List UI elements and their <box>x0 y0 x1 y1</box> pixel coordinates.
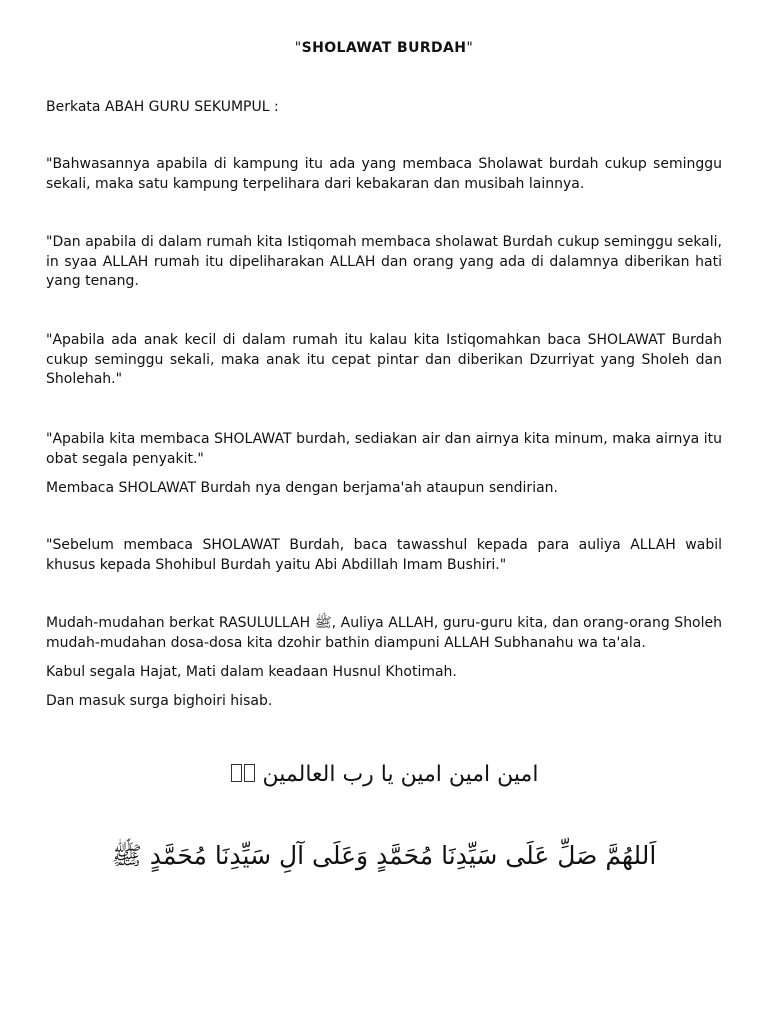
document-title <box>0 40 768 56</box>
paragraph-anak: "Apabila ada anak kecil di dalam rumah itu kalau kita Istiqomahkan baca SHOLAWAT Burdah cukup seminggu sekali, maka anak itu cepat pintar dan diberikan Dzurriyat yang Sholeh dan Sholehah." <box>46 332 722 388</box>
title-text: SHOLAWAT BURDAH <box>301 40 467 56</box>
missing-glyph-icon <box>230 762 256 787</box>
paragraph-air: "Apabila kita membaca SHOLAWAT burdah, sediakan air dan airnya kita minum, maka airnya itu obat segala penyakit." <box>46 431 722 467</box>
title-quote-close: " <box>466 40 474 56</box>
paragraph-berjamaah: Membaca SHOLAWAT Burdah nya dengan berjama'ah ataupun sendirian. <box>46 480 558 496</box>
arabic-amin-line <box>0 762 768 787</box>
title-quote-open: " <box>294 40 302 56</box>
paragraph-intro: Berkata ABAH GURU SEKUMPUL : <box>46 99 279 115</box>
arabic-sholawat-line: اَللهُمَّ صَلِّ عَلَى سَيِّدِنَا مُحَمَّدٍ وَعَلَى آلِ سَيِّدِنَا مُحَمَّدٍ ﷺ <box>111 841 657 870</box>
paragraph-kampung: "Bahwasannya apabila di kampung itu ada yang membaca Sholawat burdah cukup seminggu sekali, maka satu kampung terpelihara dari kebakaran dan musibah lainnya. <box>46 156 722 192</box>
paragraph-doa: Mudah-mudahan berkat RASULULLAH ﷺ, Auliya ALLAH, guru-guru kita, dan orang-orang Sholeh mudah-mudahan dosa-dosa kita dzohir bathin diampuni ALLAH Subhanahu wa ta'ala. <box>46 615 723 651</box>
paragraph-tawasshul: "Sebelum membaca SHOLAWAT Burdah, baca tawasshul kepada para auliya ALLAH wabil khusus kepada Shohibul Burdah yaitu Abi Abdillah Imam Bushiri." <box>46 537 722 573</box>
paragraph-surga: Dan masuk surga bighoiri hisab. <box>46 693 273 709</box>
paragraph-hajat: Kabul segala Hajat, Mati dalam keadaan Husnul Khotimah. <box>46 664 457 680</box>
arabic-amin-text: امين امين امين يا رب العالمين <box>262 762 539 787</box>
paragraph-rumah: "Dan apabila di dalam rumah kita Istiqomah membaca sholawat Burdah cukup seminggu sekali, in syaa ALLAH rumah itu dipeliharakan ALLAH dan orang yang ada di dalamnya diberikan hati yang tenang. <box>46 234 722 290</box>
